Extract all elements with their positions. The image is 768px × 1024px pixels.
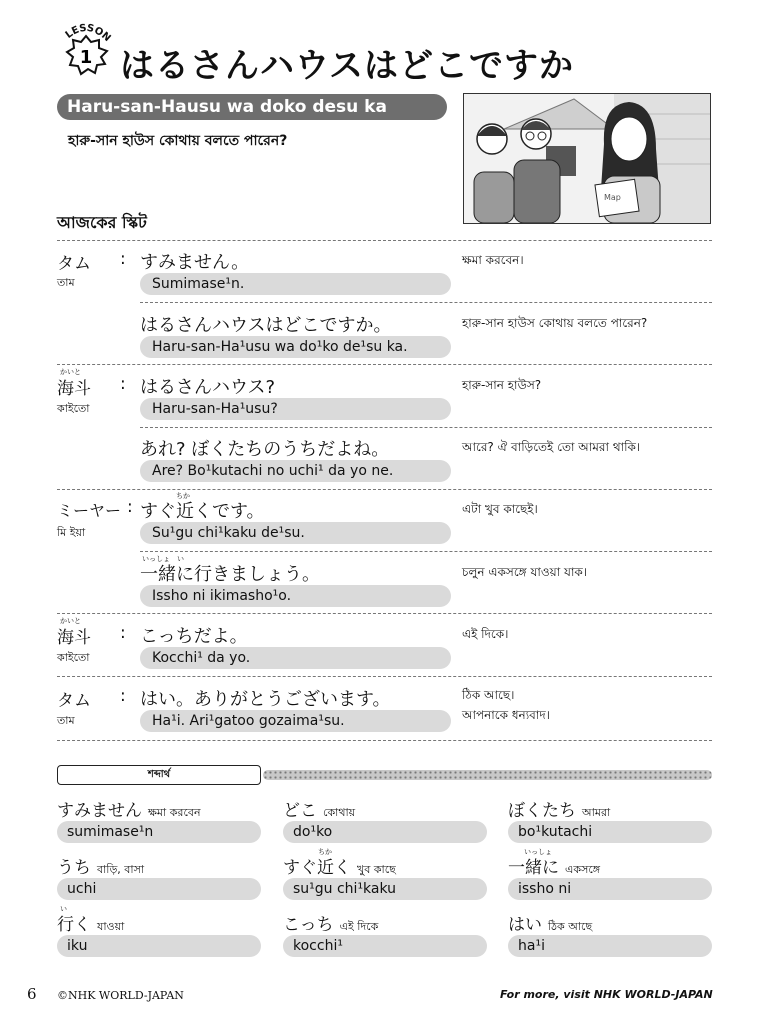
vocab-meaning: ঠিক আছে [548, 920, 593, 933]
vocab-romaji: kocchi¹ [283, 935, 487, 957]
colon: : [120, 623, 126, 643]
vocab-meaning: ক্ষমা করবেন [148, 806, 201, 819]
japanese-line: はい。ありがとうございます。 [140, 689, 391, 710]
japanese-line: 一緒に行きましょう。 [140, 564, 320, 585]
vocab-romaji: sumimase¹n [57, 821, 261, 843]
romaji-line: Kocchi¹ da yo. [140, 647, 451, 669]
lesson-label: LESSON [63, 22, 113, 45]
vocab-romaji: do¹ko [283, 821, 487, 843]
romaji-line: Haru-san-Ha¹usu wa do¹ko de¹su ka. [140, 336, 451, 358]
vocab-romaji: ha¹i [508, 935, 712, 957]
vocab-romaji: bo¹kutachi [508, 821, 712, 843]
japanese-line: はるさんハウス? [140, 377, 276, 398]
vocab-meaning: এই দিকে [339, 920, 379, 933]
speaker-ruby: かいと [60, 368, 81, 376]
japanese-ruby: ちか [176, 492, 190, 500]
vocab-item [57, 910, 124, 937]
divider [140, 427, 712, 428]
vocab-word: こっち [283, 915, 334, 935]
vocab-word: どこ [283, 801, 317, 821]
translation-line: ঠিক আছে। [462, 688, 515, 702]
vocab-meaning: কোথায় [323, 806, 356, 819]
vocab-meaning: খুব কাছে [357, 863, 396, 876]
vocab-ruby: い [60, 905, 67, 913]
vocab-word: 一緒に [508, 858, 559, 878]
speaker-name-bn: মি ইয়া [57, 526, 86, 539]
divider [140, 302, 712, 303]
translation-line: চলুন একসঙ্গে যাওয়া যাক। [462, 565, 588, 579]
vocab-meaning: যাওয়া [97, 920, 125, 933]
vocab-romaji: issho ni [508, 878, 712, 900]
footer-link-text: For more, visit NHK WORLD-JAPAN [500, 988, 713, 1001]
speaker-name: 海斗 [57, 628, 91, 648]
translation-line: আপনাকে ধন্যবাদ। [462, 708, 550, 722]
colon: : [120, 374, 126, 394]
colon: : [120, 249, 126, 269]
vocab-item [57, 853, 144, 880]
lesson-star-icon [57, 22, 115, 84]
japanese-line: はるさんハウスはどこですか。 [140, 315, 392, 336]
vocab-word: すみません [57, 801, 142, 821]
speaker-name-bn: তাম [57, 714, 75, 727]
vocab-romaji: iku [57, 935, 261, 957]
translation-line: আরে? ঐ বাড়িতেই তো আমরা থাকি। [462, 440, 641, 454]
vocab-meaning: একসঙ্গে [565, 863, 601, 876]
vocab-romaji: uchi [57, 878, 261, 900]
vocab-word: うち [57, 858, 91, 878]
divider [57, 613, 712, 614]
speaker-name: ミーヤー [57, 501, 122, 520]
romaji-line: Issho ni ikimasho¹o. [140, 585, 451, 607]
vocab-word: はい [508, 915, 542, 935]
romaji-line: Su¹gu chi¹kaku de¹su. [140, 522, 451, 544]
vocab-ruby: ちか [318, 848, 332, 856]
japanese-ruby: いっしょ い [142, 555, 184, 563]
lesson-number: 1 [79, 47, 93, 68]
vocab-item [283, 853, 396, 880]
vocab-band [263, 770, 712, 780]
speaker-name: タム [57, 691, 91, 711]
divider [57, 240, 712, 241]
japanese-line: こっちだよ。 [140, 626, 248, 647]
lesson-badge [57, 22, 115, 84]
vocab-title: শব্দার্থ [57, 765, 261, 785]
map-text: Map [604, 193, 621, 202]
romaji-line: Ha¹i. Ari¹gatoo gozaima¹su. [140, 710, 451, 732]
divider [57, 740, 712, 741]
vocab-item [508, 853, 600, 880]
divider [57, 489, 712, 490]
speaker-name-bn: কাইতো [57, 651, 90, 664]
translation-line: হারু-সান হাউস? [462, 378, 542, 392]
skit-illustration [463, 93, 711, 224]
colon: : [127, 497, 133, 517]
speaker-name: 海斗 [57, 379, 91, 399]
romaji-line: Haru-san-Ha¹usu? [140, 398, 451, 420]
vocab-word: すぐ近く [283, 858, 351, 878]
speaker-name: タム [57, 254, 91, 274]
vocab-meaning: বাড়ি, বাসা [97, 863, 145, 876]
bengali-title: হারু-সান হাউস কোথায় বলতে পারেন? [68, 133, 288, 149]
vocab-ruby: いっしょ [524, 848, 552, 856]
divider [140, 551, 712, 552]
vocab-item [57, 796, 201, 823]
translation-line: ক্ষমা করবেন। [462, 253, 524, 267]
section-title: আজকের স্কিট [57, 213, 147, 232]
translation-line: এই দিকে। [462, 627, 509, 641]
romaji-line: Are? Bo¹kutachi no uchi¹ da yo ne. [140, 460, 451, 482]
page-number: 6 [27, 985, 37, 1003]
romaji-title: Haru-san-Hausu wa doko desu ka [57, 94, 447, 120]
translation-line: হারু-সান হাউস কোথায় বলতে পারেন? [462, 316, 648, 330]
translation-line: এটা খুব কাছেই। [462, 502, 538, 516]
vocab-item [508, 796, 610, 823]
vocab-item [283, 910, 378, 937]
colon: : [120, 686, 126, 706]
romaji-line: Sumimase¹n. [140, 273, 451, 295]
divider [57, 364, 712, 365]
page-title: はるさんハウスはどこですか [120, 46, 574, 86]
divider [57, 676, 712, 677]
speaker-name-bn: তাম [57, 276, 75, 289]
vocab-word: 行く [57, 915, 91, 935]
japanese-line: すみません。 [140, 252, 250, 273]
vocab-romaji: su¹gu chi¹kaku [283, 878, 487, 900]
vocab-meaning: আমরা [582, 806, 611, 819]
vocab-item [508, 910, 592, 937]
speaker-ruby: かいと [60, 617, 81, 625]
japanese-line: すぐ近くです。 [140, 501, 265, 522]
vocab-item [283, 796, 355, 823]
speaker-name-bn: কাইতো [57, 402, 90, 415]
vocab-word: ぼくたち [508, 801, 576, 821]
copyright: ©NHK WORLD-JAPAN [57, 989, 184, 1002]
japanese-line: あれ? ぼくたちのうちだよね。 [140, 439, 390, 460]
